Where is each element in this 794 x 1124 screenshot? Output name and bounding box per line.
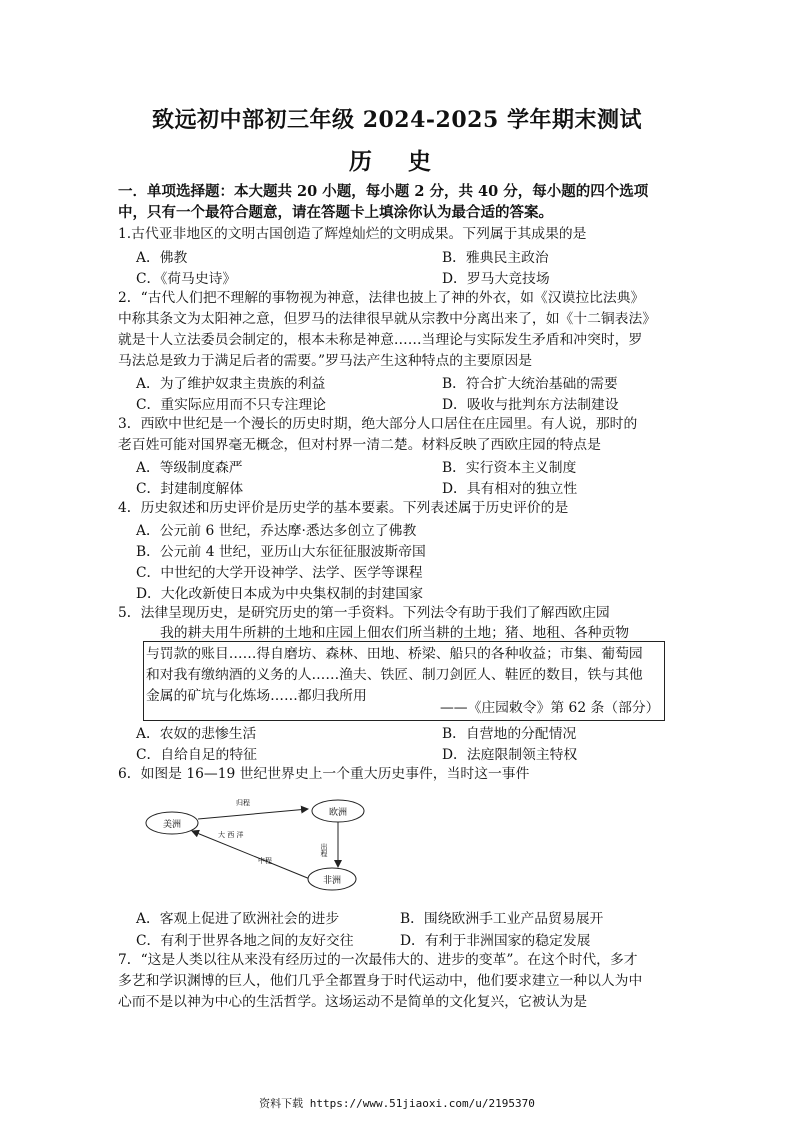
q2-stem-line1: 2．“古代人们把不理解的事物视为神意，法律也披上了神的外衣，如《汉谟拉比法典》 (118, 290, 645, 306)
q3-option-b[interactable]: B．实行资本主义制度 (442, 460, 577, 476)
subject-title: 历 史 (348, 148, 445, 175)
section-heading-line1: 一．单项选择题：本大题共 20 小题，每小题 2 分，共 40 分，每小题的四个选项 (118, 183, 649, 200)
q2-option-a[interactable]: A．为了维护奴隶主贵族的利益 (136, 376, 326, 392)
q2-stem-line3: 就是十人立法委员会制定的，根本未称是神意……当理论与实际发生矛盾和冲突时，罗 (118, 332, 643, 348)
triangular-trade-diagram (140, 795, 380, 895)
q1-option-b[interactable]: B．雅典民主政治 (442, 250, 549, 266)
q5-quote-line3: 和对我有缴纳酒的义务的人……渔夫、铁匠、制刀剑匠人、鞋匠的数目，铁与其他 (146, 667, 643, 683)
q4-stem: 4．历史叙述和历史评价是历史学的基本要素。下列表述属于历史评价的是 (118, 500, 569, 516)
q5-quote-source: ——《庄园敕令》第 62 条（部分） (440, 700, 660, 716)
exam-title: 致远初中部初三年级 2024-2025 学年期末测试 (152, 107, 642, 133)
q6-option-a[interactable]: A．客观上促进了欧洲社会的进步 (136, 911, 340, 927)
q1-option-c[interactable]: C．《荷马史诗》 (136, 271, 237, 287)
q5-stem: 5．法律呈现历史，是研究历史的第一手资料。下列法令有助于我们了解西欧庄园 (118, 605, 610, 621)
q4-option-d[interactable]: D．大化改新使日本成为中央集权制的封建国家 (136, 586, 423, 602)
q2-option-d[interactable]: D．吸收与批判东方法制建设 (442, 397, 619, 413)
q1-stem: 1.古代亚非地区的文明古国创造了辉煌灿烂的文明成果。下列属于其成果的是 (118, 226, 587, 242)
middle-passage-arrow (192, 831, 310, 879)
q5-option-c[interactable]: C．自给自足的特征 (136, 747, 257, 763)
q5-quote-line2: 与罚款的账目……得自磨坊、森林、田地、桥梁、船只的各种收益；市集、葡萄园 (146, 646, 643, 662)
atlantic-label: 大 西 洋 (218, 831, 244, 839)
q4-option-a[interactable]: A．公元前 6 世纪，乔达摩·悉达多创立了佛教 (136, 523, 417, 539)
q6-option-c[interactable]: C．有利于世界各地之间的友好交往 (136, 933, 354, 949)
q4-option-c[interactable]: C．中世纪的大学开设神学、法学、医学等课程 (136, 565, 423, 581)
section-heading-line2: 中，只有一个最符合题意，请在答题卡上填涂你认为最合适的答案。 (118, 204, 553, 221)
node-america-label: 美洲 (162, 820, 182, 830)
q2-option-b[interactable]: B．符合扩大统治基础的需要 (442, 376, 618, 392)
q5-option-b[interactable]: B．自营地的分配情况 (442, 726, 577, 742)
q5-quote-line4: 金属的矿坑与化炼场……都归我所用 (146, 688, 367, 704)
q7-stem-line3: 心而不是以神为中心的生活哲学。这场运动不是简单的文化复兴，它被认为是 (118, 994, 588, 1010)
q3-option-a[interactable]: A．等级制度森严 (136, 460, 243, 476)
q7-stem-line1: 7．“这是人类以往从来没有经历过的一次最伟大的、进步的变革”。在这个时代，多才 (118, 952, 638, 968)
q1-option-d[interactable]: D．罗马大竞技场 (442, 271, 550, 287)
node-africa-label: 非洲 (322, 876, 342, 886)
q5-option-a[interactable]: A．农奴的悲惨生活 (136, 726, 257, 742)
q5-quote-line1: 我的耕夫用牛所耕的土地和庄园上佃农们所当耕的土地；猪、地租、各种贡物 (160, 625, 630, 641)
q2-stem-line2: 中称其条文为太阳神之意，但罗马的法律很早就从宗教中分离出来了，如《十二铜表法》 (118, 311, 657, 327)
q2-stem-line4: 马法总是致力于满足后者的需要。”罗马法产生这种特点的主要原因是 (118, 353, 533, 369)
q2-option-c[interactable]: C．重实际应用而不只专注理论 (136, 397, 326, 413)
q3-stem-line1: 3．西欧中世纪是一个漫长的历史时期，绝大部分人口居住在庄园里。有人说，那时的 (118, 416, 638, 432)
q6-option-d[interactable]: D．有利于非洲国家的稳定发展 (400, 933, 591, 949)
q4-option-b[interactable]: B．公元前 4 世纪，亚历山大东征征服波斯帝国 (136, 544, 426, 560)
q3-option-c[interactable]: C．封建制度解体 (136, 481, 244, 497)
q3-option-d[interactable]: D．具有相对的独立性 (442, 481, 578, 497)
node-europe-label: 欧洲 (328, 808, 348, 818)
return-route-arrow (198, 809, 308, 819)
outbound-route-label: 出程 (320, 843, 328, 857)
q5-option-d[interactable]: D．法庭限制领主特权 (442, 747, 578, 763)
return-route-label: 归程 (236, 799, 250, 807)
middle-passage-label: 中程 (258, 857, 272, 865)
q6-option-b[interactable]: B．围绕欧洲手工业产品贸易展开 (400, 911, 604, 927)
q7-stem-line2: 多艺和学识渊博的巨人，他们几乎全都置身于时代运动中，他们要求建立一种以人为中 (118, 973, 643, 989)
q6-stem: 6．如图是 16—19 世纪世界史上一个重大历史事件，当时这一事件 (118, 766, 530, 782)
q1-option-a[interactable]: A．佛教 (136, 250, 188, 266)
q3-stem-line2: 老百姓可能对国界毫无概念，但对村界一清二楚。材料反映了西欧庄园的特点是 (118, 437, 601, 453)
footer-download-link[interactable]: 资料下载 https://www.51jiaoxi.com/u/2195370 (259, 1097, 535, 1110)
